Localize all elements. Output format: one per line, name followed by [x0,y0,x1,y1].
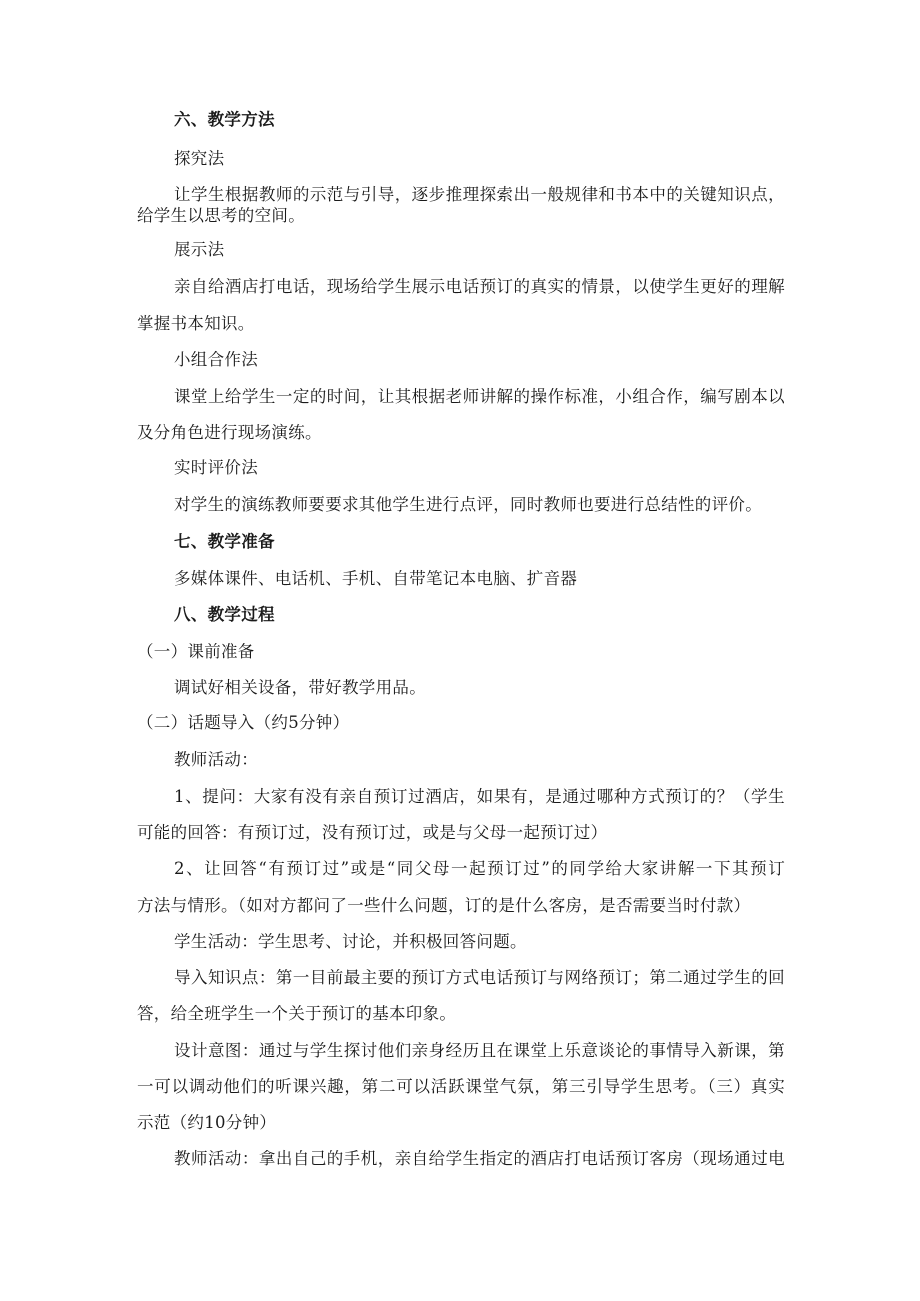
subsection-title: （二）话题导入（约5分钟） [137,713,350,732]
paragraph-line: 课堂上给学生一定的时间，让其根据老师讲解的操作标准，小组合作，编写剧本以 [174,387,785,406]
paragraph-line: 方法与情形。（如对方都问了一些什么问题，订的是什么客房，是否需要当时付款） [137,896,751,915]
method-title-demonstration: 展示法 [174,240,225,259]
paragraph-line: 教师活动：拿出自己的手机，亲自给学生指定的酒店打电话预订客房（现场通过电 [174,1149,785,1168]
paragraph-line: 答，给全班学生一个关于预订的基本印象。 [137,1004,457,1023]
section-heading-preparation: 七、教学准备 [174,532,275,551]
paragraph-line: 1、提问：大家有没有亲自预订过酒店，如果有，是通过哪种方式预订的？（学生 [174,787,785,806]
paragraph-line: 调试好相关设备，带好教学用品。 [174,678,426,697]
method-title-evaluation: 实时评价法 [174,458,258,477]
paragraph-line: 及分角色进行现场演练。 [137,423,322,442]
paragraph-line: 多媒体课件、电话机、手机、自带笔记本电脑、扩音器 [174,569,578,588]
paragraph-line: 可能的回答：有预订过，没有预订过，或是与父母一起预订过） [137,823,608,842]
method-title-inquiry: 探究法 [174,149,225,168]
paragraph-line: 导入知识点：第一目前最主要的预订方式电话预订与网络预订；第二通过学生的回 [174,968,785,987]
paragraph-line: 给学生以思考的空间。 [137,206,305,225]
paragraph-line: 2、让回答“有预订过”或是“同父母一起预订过”的同学给大家讲解一下其预订 [174,859,785,878]
subsection-title: （一）课前准备 [137,642,255,661]
section-heading-process: 八、教学过程 [174,605,275,624]
paragraph-line: 掌握书本知识。 [137,314,255,333]
paragraph-line: 对学生的演练教师要要求其他学生进行点评，同时教师也要进行总结性的评价。 [174,495,762,514]
paragraph-line: 一可以调动他们的听课兴趣，第二可以活跃课堂气氛，第三引导学生思考。（三）真实 [137,1077,785,1096]
paragraph-line: 教师活动： [174,750,258,769]
paragraph-line: 让学生根据教师的示范与引导，逐步推理探索出一般规律和书本中的关键知识点， [174,185,785,204]
paragraph-line: 学生活动：学生思考、讨论，并积极回答问题。 [174,932,527,951]
paragraph-line: 示范（约10分钟） [137,1113,277,1132]
method-title-group: 小组合作法 [174,350,258,369]
paragraph-line: 设计意图：通过与学生探讨他们亲身经历且在课堂上乐意谈论的事情导入新课，第 [174,1041,785,1060]
paragraph-line: 亲自给酒店打电话，现场给学生展示电话预订的真实的情景，以使学生更好的理解 [174,277,785,296]
section-heading-teaching-methods: 六、教学方法 [174,110,275,129]
